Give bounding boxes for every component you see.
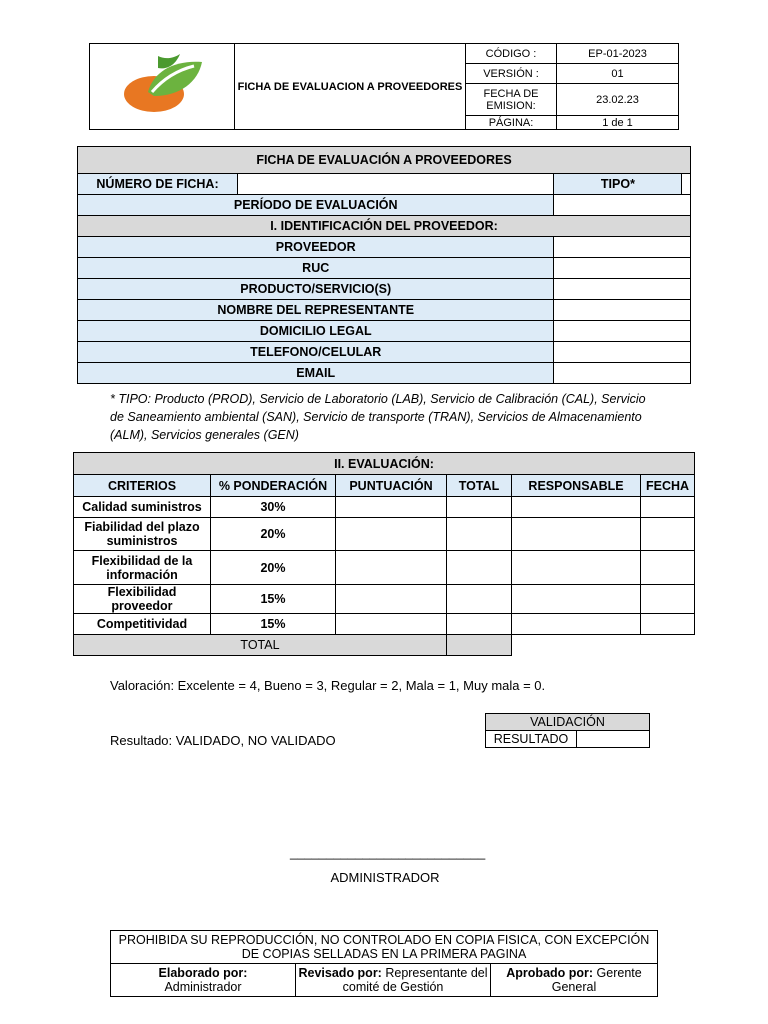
field-input[interactable] [554, 237, 691, 258]
resultado-text: Resultado: VALIDADO, NO VALIDADO [110, 733, 336, 748]
field-label: RUC [78, 258, 554, 279]
document-header [89, 43, 679, 130]
pagina-value: 1 de 1 [557, 116, 679, 130]
responsable-input[interactable] [512, 518, 641, 551]
tipo-label: TIPO* [554, 174, 682, 195]
leaf-logo-icon [114, 52, 210, 118]
revisado-value: Representante del comité de Gestión [342, 966, 488, 994]
total-input[interactable] [447, 585, 512, 614]
col-ponderacion: % PONDERACIÓN [211, 475, 336, 497]
revisado-label: Revisado por: [298, 966, 382, 980]
header-title: FICHA DE EVALUACION A PROVEEDORES [235, 44, 466, 130]
elaborado-label: Elaborado por: [158, 966, 248, 980]
puntuacion-input[interactable] [336, 518, 447, 551]
field-input[interactable] [554, 279, 691, 300]
periodo-label: PERÍODO DE EVALUACIÓN [78, 195, 554, 216]
fecha-value: 23.02.23 [557, 84, 679, 116]
footer-table [110, 930, 658, 997]
field-label: NOMBRE DEL REPRESENTANTE [78, 300, 554, 321]
evaluation-title: II. EVALUACIÓN: [74, 453, 695, 475]
field-input[interactable] [554, 300, 691, 321]
puntuacion-input[interactable] [336, 551, 447, 585]
field-label: EMAIL [78, 363, 554, 384]
version-label: VERSIÓN : [466, 64, 557, 84]
elaborado-value: Administrador [164, 980, 242, 994]
signature-line: ___________________________ [290, 845, 486, 860]
numero-input[interactable] [238, 174, 554, 195]
col-total: TOTAL [447, 475, 512, 497]
pagina-label: PÁGINA: [466, 116, 557, 130]
fecha-input[interactable] [641, 551, 695, 585]
total-sum-cell[interactable] [447, 635, 512, 656]
tipo-note: * TIPO: Producto (PROD), Servicio de Laboratorio (LAB), Servicio de Calibración (CAL), Servicio de Saneamiento ambiental (SAN), Servicio de transporte (TRAN), Servicios de Almacenamiento (ALM), Servicios generales (GEN) [110, 392, 646, 442]
validacion-title: VALIDACIÓN [486, 714, 650, 731]
total-input[interactable] [447, 497, 512, 518]
revisado-cell [296, 964, 491, 997]
field-input[interactable] [554, 363, 691, 384]
aprobado-cell [491, 964, 658, 997]
prohibition-text: PROHIBIDA SU REPRODUCCIÓN, NO CONTROLADO EN COPIA FISICA, CON EXCEPCIÓN DE COPIAS SELLADAS EN LA PRIMERA PAGINA [111, 931, 658, 964]
puntuacion-input[interactable] [336, 585, 447, 614]
ponderacion-cell: 15% [211, 614, 336, 635]
criterio-cell: Fiabilidad del plazo suministros [74, 518, 211, 551]
col-responsable: RESPONSABLE [512, 475, 641, 497]
field-label: PRODUCTO/SERVICIO(S) [78, 279, 554, 300]
criterio-cell: Competitividad [74, 614, 211, 635]
fecha-input[interactable] [641, 585, 695, 614]
tipo-input[interactable] [682, 174, 691, 195]
fecha-input[interactable] [641, 614, 695, 635]
field-input[interactable] [554, 342, 691, 363]
responsable-input[interactable] [512, 585, 641, 614]
total-input[interactable] [447, 518, 512, 551]
form-title: FICHA DE EVALUACIÓN A PROVEEDORES [78, 147, 691, 174]
fecha-input[interactable] [641, 518, 695, 551]
validacion-table [485, 713, 650, 748]
criterio-cell: Flexibilidad de la información [74, 551, 211, 585]
evaluation-table [73, 452, 695, 656]
resultado-label: RESULTADO [486, 731, 577, 748]
fecha-input[interactable] [641, 497, 695, 518]
valoracion-text: Valoración: Excelente = 4, Bueno = 3, Regular = 2, Mala = 1, Muy mala = 0. [110, 678, 546, 693]
col-fecha: FECHA [641, 475, 695, 497]
responsable-input[interactable] [512, 497, 641, 518]
logo-cell [90, 44, 235, 130]
version-value: 01 [557, 64, 679, 84]
codigo-label: CÓDIGO : [466, 44, 557, 64]
provider-form [77, 146, 691, 384]
responsable-input[interactable] [512, 551, 641, 585]
ponderacion-cell: 15% [211, 585, 336, 614]
signature-role: ADMINISTRADOR [330, 870, 440, 885]
puntuacion-input[interactable] [336, 497, 447, 518]
resultado-input[interactable] [577, 731, 650, 748]
field-label: TELEFONO/CELULAR [78, 342, 554, 363]
ponderacion-cell: 20% [211, 518, 336, 551]
field-label: DOMICILIO LEGAL [78, 321, 554, 342]
total-label: TOTAL [74, 635, 447, 656]
responsable-input[interactable] [512, 614, 641, 635]
total-input[interactable] [447, 551, 512, 585]
criterio-cell: Calidad suministros [74, 497, 211, 518]
numero-label: NÚMERO DE FICHA: [78, 174, 238, 195]
col-criterios: CRITERIOS [74, 475, 211, 497]
ponderacion-cell: 30% [211, 497, 336, 518]
col-puntuacion: PUNTUACIÓN [336, 475, 447, 497]
section-identificacion: I. IDENTIFICACIÓN DEL PROVEEDOR: [78, 216, 691, 237]
aprobado-label: Aprobado por: [506, 966, 594, 980]
periodo-input[interactable] [554, 195, 691, 216]
field-label: PROVEEDOR [78, 237, 554, 258]
ponderacion-cell: 20% [211, 551, 336, 585]
elaborado-cell [111, 964, 296, 997]
total-input[interactable] [447, 614, 512, 635]
fecha-label: FECHA DE EMISION: [466, 84, 557, 116]
aprobado-value: Gerente General [551, 966, 642, 994]
criterio-cell: Flexibilidad proveedor [74, 585, 211, 614]
field-input[interactable] [554, 258, 691, 279]
codigo-value: EP-01-2023 [557, 44, 679, 64]
puntuacion-input[interactable] [336, 614, 447, 635]
field-input[interactable] [554, 321, 691, 342]
